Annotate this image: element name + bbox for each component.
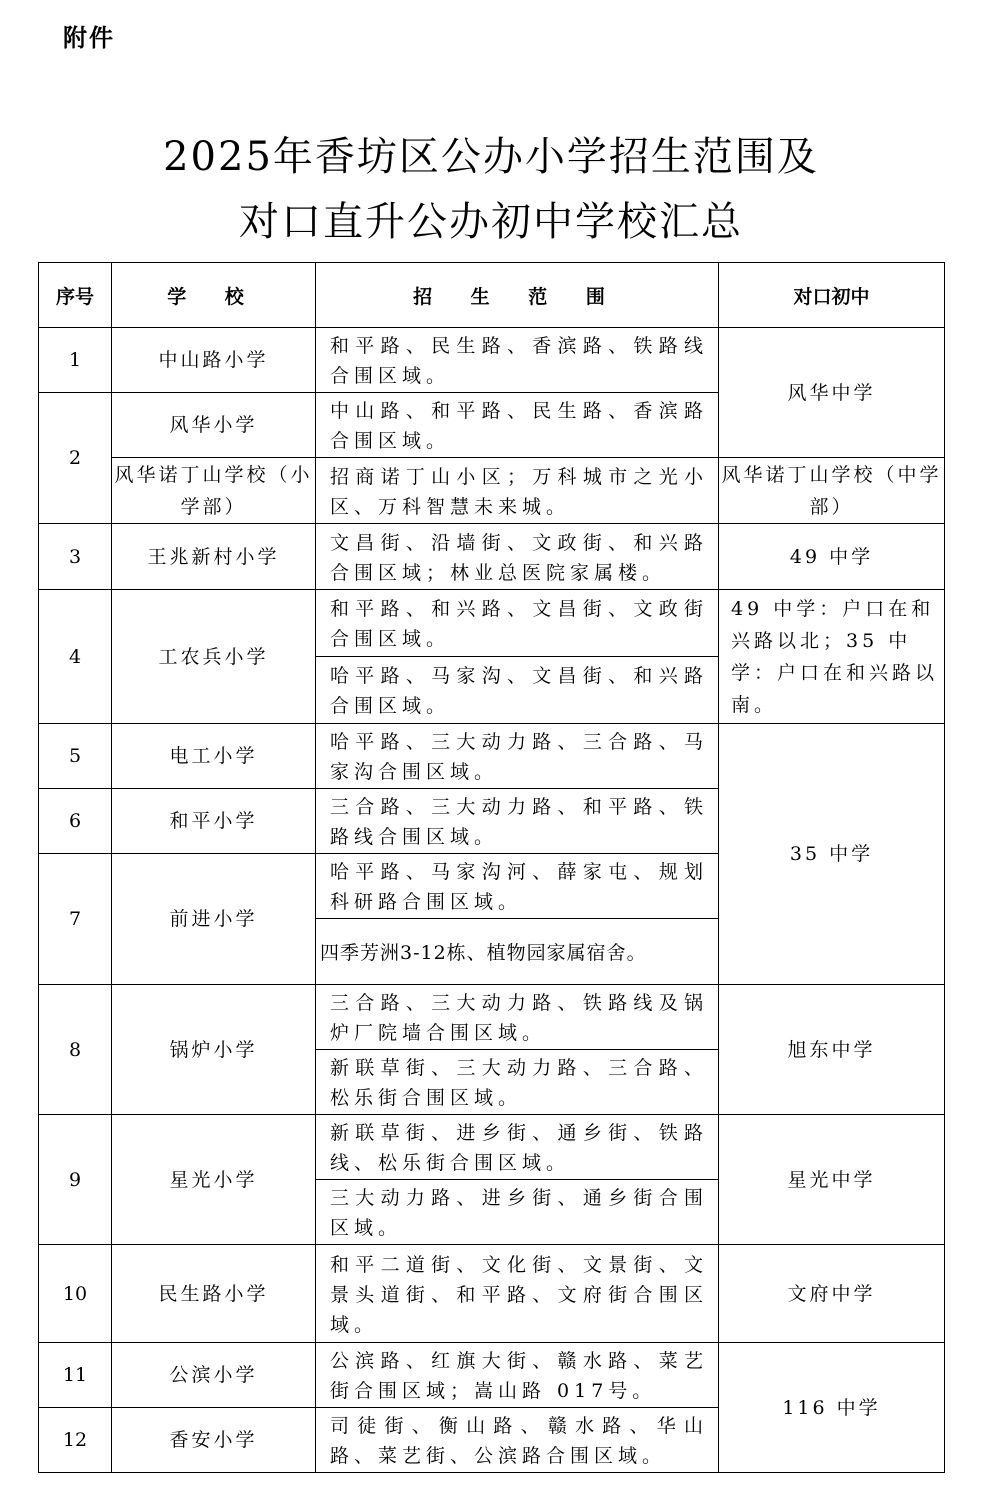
row-no: 3: [39, 524, 112, 590]
table-row: [39, 458, 945, 524]
header-junior: 对口初中: [719, 263, 945, 328]
row-no: 10: [39, 1245, 112, 1343]
row-range: 四季芳洲3-12栋、植物园家属宿舍。: [316, 919, 719, 985]
row-junior: 风华诺丁山学校（中学部）: [719, 458, 945, 524]
row-range: 哈平路、三大动力路、三合路、马家沟合围区域。: [316, 724, 719, 789]
table-row: [39, 590, 945, 657]
row-range: 哈平路、马家沟、文昌街、和兴路合围区域。: [316, 657, 719, 724]
attachment-label: 附件: [63, 24, 115, 52]
row-school: 公滨小学: [112, 1343, 316, 1408]
row-junior: 星光中学: [719, 1115, 945, 1245]
row-range: 文昌街、沿墙街、文政街、和兴路合围区域；林业总医院家属楼。: [316, 524, 719, 590]
row-no: 2: [39, 393, 112, 524]
row-range: 司徒街、衡山路、赣水路、华山路、菜艺街、公滨路合围区域。: [316, 1408, 719, 1473]
row-school: 王兆新村小学: [112, 524, 316, 590]
row-range: 三合路、三大动力路、铁路线及锅炉厂院墙合围区域。: [316, 985, 719, 1050]
row-no: 5: [39, 724, 112, 789]
row-school: 锅炉小学: [112, 985, 316, 1115]
row-no: 1: [39, 328, 112, 393]
row-junior: 35 中学: [719, 724, 945, 985]
row-range: 新联草街、三大动力路、三合路、松乐街合围区域。: [316, 1050, 719, 1115]
row-range: 公滨路、红旗大街、赣水路、菜艺街合围区域；嵩山路 017号。: [316, 1343, 719, 1408]
row-range: 三合路、三大动力路、和平路、铁路线合围区域。: [316, 789, 719, 854]
row-junior: 旭东中学: [719, 985, 945, 1115]
row-junior: 文府中学: [719, 1245, 945, 1343]
row-junior: 49 中学: [719, 524, 945, 590]
row-range: 哈平路、马家沟河、薛家屯、规划科研路合围区域。: [316, 854, 719, 919]
row-range: 和平路、和兴路、文昌街、文政街合围区域。: [316, 590, 719, 657]
row-no: 6: [39, 789, 112, 854]
document-title-line1: 2025年香坊区公办小学招生范围及: [163, 134, 819, 180]
row-school: 前进小学: [112, 854, 316, 985]
row-no: 8: [39, 985, 112, 1115]
row-range: 中山路、和平路、民生路、香滨路合围区域。: [316, 393, 719, 458]
table-row: [39, 328, 945, 393]
table-header-row: [39, 263, 945, 328]
row-no: 9: [39, 1115, 112, 1245]
row-school: 电工小学: [112, 724, 316, 789]
row-no: 12: [39, 1408, 112, 1473]
row-school: 风华小学: [112, 393, 316, 458]
row-school: 工农兵小学: [112, 590, 316, 724]
header-school: 学 校: [112, 263, 316, 328]
row-no: 4: [39, 590, 112, 724]
row-range: 招商诺丁山小区；万科城市之光小区、万科智慧未来城。: [316, 458, 719, 524]
enrollment-table: [38, 262, 945, 1473]
row-school: 和平小学: [112, 789, 316, 854]
row-school: 民生路小学: [112, 1245, 316, 1343]
row-range: 三大动力路、进乡街、通乡街合围区域。: [316, 1180, 719, 1245]
header-range: 招 生 范 围: [316, 263, 719, 328]
row-no: 11: [39, 1343, 112, 1408]
table-row: [39, 724, 945, 789]
row-range: 新联草街、进乡街、通乡街、铁路线、松乐街合围区域。: [316, 1115, 719, 1180]
header-no: 序号: [39, 263, 112, 328]
row-school: 风华诺丁山学校（小学部）: [112, 458, 316, 524]
table-row: [39, 1115, 945, 1180]
row-school: 香安小学: [112, 1408, 316, 1473]
table-row: [39, 524, 945, 590]
table-row: [39, 1343, 945, 1408]
row-school: 中山路小学: [112, 328, 316, 393]
row-no: 7: [39, 854, 112, 985]
row-school: 星光小学: [112, 1115, 316, 1245]
document-title-line2: 对口直升公办初中学校汇总: [239, 199, 743, 245]
row-range: 和平路、民生路、香滨路、铁路线合围区域。: [316, 328, 719, 393]
row-junior: 49 中学：户口在和兴路以北；35 中学：户口在和兴路以南。: [719, 590, 945, 724]
row-junior: 风华中学: [719, 328, 945, 458]
table-row: [39, 1245, 945, 1343]
row-range: 和平二道街、文化街、文景街、文景头道街、和平路、文府街合围区域。: [316, 1245, 719, 1343]
row-junior: 116 中学: [719, 1343, 945, 1473]
table-row: [39, 985, 945, 1050]
